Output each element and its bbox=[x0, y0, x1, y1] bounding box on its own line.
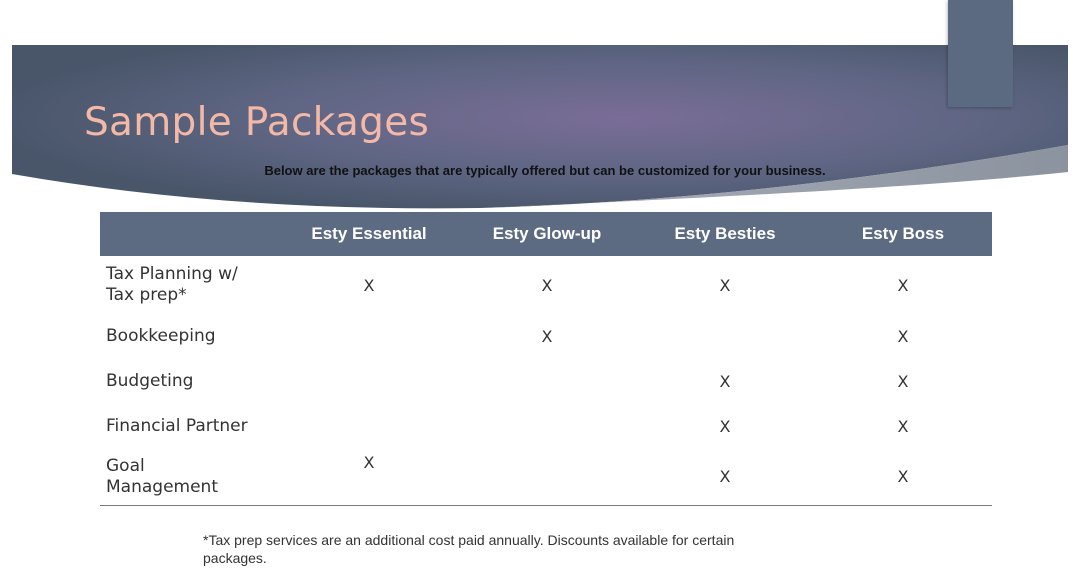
footnote: *Tax prep services are an additional cost paid annually. Discounts available for certain packages. bbox=[203, 532, 735, 566]
packages-table bbox=[100, 212, 992, 506]
package-mark bbox=[458, 449, 636, 505]
row-label bbox=[100, 256, 280, 314]
table-header-row bbox=[100, 212, 992, 256]
column-header-service bbox=[100, 212, 280, 256]
package-mark: X bbox=[897, 275, 909, 295]
package-mark: X bbox=[719, 275, 731, 295]
package-mark: X bbox=[897, 327, 909, 346]
package-mark: X bbox=[541, 327, 553, 346]
row-label bbox=[100, 314, 280, 359]
package-mark: X bbox=[719, 417, 731, 436]
column-header-esty-essential: Esty Essential bbox=[311, 224, 427, 243]
package-mark: X bbox=[280, 449, 458, 505]
package-mark: X bbox=[897, 417, 909, 436]
side-tab-decoration bbox=[948, 0, 1013, 107]
package-mark bbox=[280, 359, 458, 404]
table-row bbox=[100, 314, 992, 359]
row-label-line: Budgeting bbox=[106, 371, 194, 391]
package-mark bbox=[636, 314, 814, 359]
package-mark bbox=[458, 359, 636, 404]
package-mark: X bbox=[541, 275, 553, 295]
package-mark bbox=[458, 404, 636, 449]
column-header-esty-boss: Esty Boss bbox=[861, 224, 945, 243]
column-header-esty-besties: Esty Besties bbox=[674, 224, 776, 243]
package-mark: X bbox=[814, 449, 992, 505]
package-mark: X bbox=[719, 372, 731, 391]
table-row bbox=[100, 256, 992, 314]
slide-subtitle: Below are the packages that are typically offered but can be customized for your business. bbox=[264, 163, 826, 178]
column-header-esty-glow-up: Esty Glow-up bbox=[492, 224, 602, 243]
table-row bbox=[100, 449, 992, 505]
row-label-line: Tax prep* bbox=[106, 285, 187, 305]
slide-title: Sample Packages bbox=[84, 100, 430, 145]
package-mark bbox=[280, 404, 458, 449]
row-label bbox=[100, 359, 280, 404]
table-row bbox=[100, 404, 992, 449]
package-mark: X bbox=[636, 449, 814, 505]
row-label bbox=[100, 404, 280, 449]
row-label-line: Goal bbox=[106, 455, 145, 476]
row-label-line: Management bbox=[106, 476, 218, 497]
row-label bbox=[100, 449, 280, 505]
package-mark: X bbox=[897, 372, 909, 391]
row-label-line: Tax Planning w/ bbox=[106, 264, 238, 284]
row-label-line: Bookkeeping bbox=[106, 326, 216, 346]
row-label-line: Financial Partner bbox=[106, 416, 248, 436]
package-mark bbox=[280, 314, 458, 359]
table-row bbox=[100, 359, 992, 404]
package-mark: X bbox=[363, 275, 375, 295]
